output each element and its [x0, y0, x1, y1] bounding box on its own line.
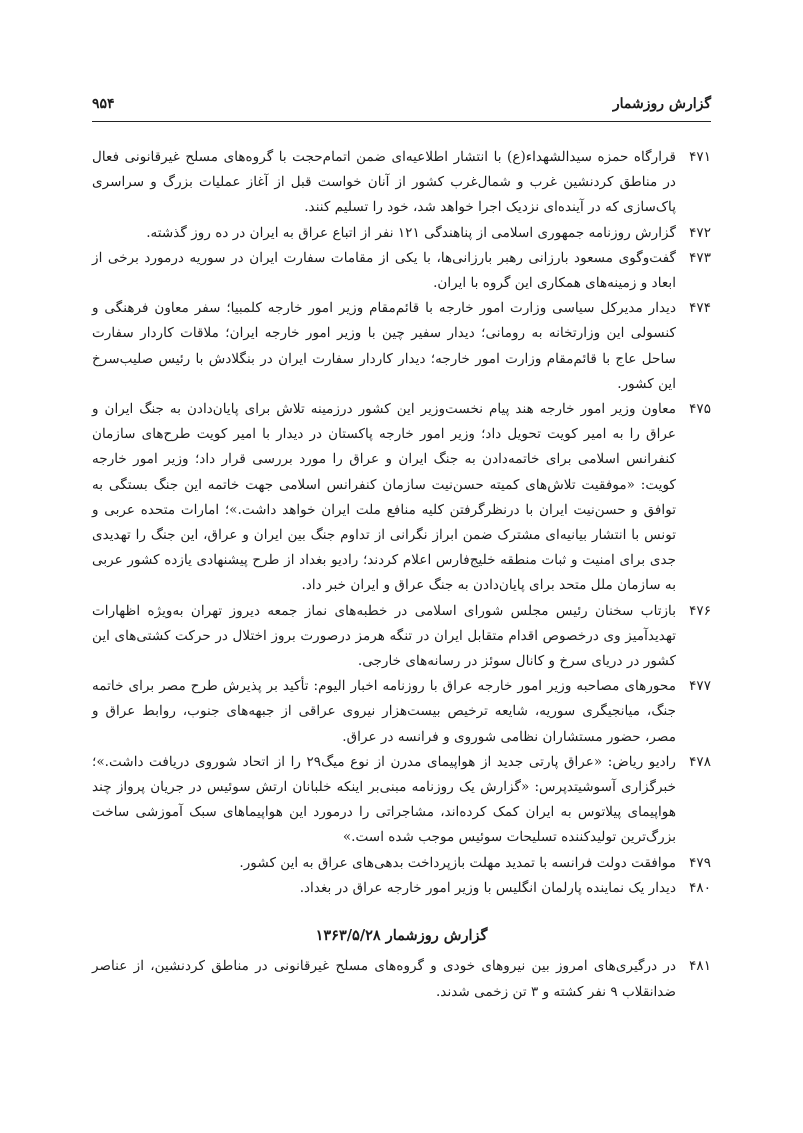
entry-number: ۴۷۹: [689, 854, 711, 871]
running-title: گزارش روزشمار: [612, 96, 711, 112]
document-body: [92, 145, 711, 1005]
entry-list: [92, 145, 711, 901]
entry-text: گزارش روزنامه جمهوری اسلامی از پناهندگی ۱۲۱ نفر از اتباع عراق به ایران در ده روز گذشته.: [146, 224, 676, 241]
entry-number: ۴۷۳: [689, 249, 711, 266]
entry-item: [92, 674, 711, 750]
entry-number: ۴۷۲: [689, 224, 711, 241]
entry-item: [92, 221, 711, 246]
entry-item: [92, 954, 711, 1004]
entry-item: [92, 876, 711, 901]
entry-number: ۴۷۴: [689, 300, 711, 317]
header-rule: [92, 121, 711, 122]
section-title: گزارش روزشمار ۱۳۶۳/۵/۲۸: [315, 927, 488, 945]
entry-item: [92, 145, 711, 221]
entry-text: رادیو ریاض: «عراق پارتی جدید از هواپیمای مدرن از نوع میگ۲۹ را از اتحاد شوروی دریافت داشت.»؛ خبرگزاری آسوشیتدپرس: «گزارش یک روزنامه مبنی‌بر اینکه خلبانان ارتش سوئیس در جریان پرواز چند هواپیمای پیلاتوس به ایران کمک کرده‌اند، مشاجراتی را درمورد این هواپیماهای سبک آموزشی ساخت بزرگ‌ترین تولیدکننده تسلیحات سوئیس موجب شده است.»: [92, 753, 676, 846]
entry-text: دیدار مدیرکل سیاسی وزارت امور خارجه با قائم‌مقام وزیر امور خارجه کلمبیا؛ سفر معاون فرهنگی و کنسولی این وزارتخانه به رومانی؛ دیدار سفیر چین با وزیر امور خارجه ایران؛ ملاقات کاردار سفارت ساحل عاج با قائم‌مقام وزارت امور خارجه؛ دیدار کاردار سفارت ایران در بنگلادش با رئیس صلیب‌سرخ این کشور.: [92, 300, 676, 392]
entry-text: محورهای مصاحبه وزیر امور خارجه عراق با روزنامه اخبار الیوم: تأکید بر پذیرش طرح مصر برای خاتمه جنگ، میانجیگری سوریه، شایعه ترخیص بیست‌هزار نیروی عراقی از جبهه‌های جنوب، روابط عراق و مصر، حضور مستشاران نظامی شوروی و فرانسه در عراق.: [92, 678, 676, 745]
entry-number: ۴۷۸: [689, 753, 711, 770]
entry-text: قرارگاه حمزه سیدالشهداء(ع) با انتشار اطلاعیه‌ای ضمن اتمام‌حجت با گروه‌های مسلح غیرقانونی فعال در مناطق کردنشین غرب و شمال‌غرب کشور از آنان خواست قبل از آغاز عملیات بزرگ و سراسری پاک‌سازی که در آینده‌ای نزدیک اجرا خواهد شد، خود را تسلیم کنند.: [92, 149, 676, 216]
page-number: ۹۵۴: [92, 96, 115, 112]
entry-item: [92, 296, 711, 397]
entry-text: موافقت دولت فرانسه با تمدید مهلت بازپرداخت بدهی‌های عراق به این کشور.: [239, 854, 676, 871]
entry-list-second: [92, 954, 711, 1004]
entry-number: ۴۸۱: [689, 958, 711, 975]
entry-text: بازتاب سخنان رئیس مجلس شورای اسلامی در خطبه‌های نماز جمعه دیروز تهران به‌ویژه اظهارات تهدیدآمیز وی درخصوص اقدام متقابل ایران در تنگه هرمز درصورت بروز اختلال در حرکت کشتی‌های این کشور در دریای سرخ و کانال سوئز در رسانه‌های خارجی.: [92, 602, 676, 670]
entry-number: ۴۸۰: [689, 879, 711, 896]
page-header: [92, 86, 711, 112]
entry-text: در درگیری‌های امروز بین نیروهای خودی و گروه‌های مسلح غیرقانونی در مناطق کردنشین، از عناصر ضدانقلاب ۹ نفر کشته و ۳ تن زخمی شدند.: [92, 958, 676, 1000]
entry-item: [92, 750, 711, 851]
entry-number: ۴۷۶: [689, 602, 711, 619]
entry-text: معاون وزیر امور خارجه هند پیام نخست‌وزیر این کشور درزمینه تلاش برای پایان‌دادن به جنگ ایران و عراق را به امیر کویت تحویل داد؛ وزیر امور خارجه پاکستان در دیدار با امیر کویت طرح‌های سازمان کنفرانس اسلامی برای خاتمه‌دادن به جنگ ایران و عراق را مورد بررسی قرار داد؛ وزیر امور خارجه کویت: «موفقیت تلاش‌های کمیته حسن‌نیت سازمان کنفرانس اسلامی جهت خاتمه این جنگ بستگی به توافق و حسن‌نیت ایران با درنظرگرفتن کلیه منافع ملت ایران خواهد داشت.»؛ امارات متحده عربی و تونس با انتشار بیانیه‌ای مشترک ضمن ابراز نگرانی از تداوم جنگ بین ایران و عراق، این جنگ را تهدیدی جدی برای امنیت و ثبات منطقه خلیج‌فارس اعلام کردند؛ رادیو بغداد از طرح پیشنهادی یازده کشور عربی به سازمان ملل متحد برای پایان‌دادن به جنگ عراق و ایران خبر داد.: [92, 401, 676, 594]
entry-text: گفت‌وگوی مسعود بارزانی رهبر بارزانی‌ها، با یکی از مقامات سفارت ایران در سوریه درمورد برخی از ابعاد و زمینه‌های همکاری این گروه با ایران.: [92, 249, 676, 292]
entry-item: [92, 397, 711, 599]
entry-number: ۴۷۷: [689, 678, 711, 695]
entry-item: [92, 599, 711, 675]
entry-text: دیدار یک نماینده پارلمان انگلیس با وزیر امور خارجه عراق در بغداد.: [299, 879, 676, 896]
entry-item: [92, 246, 711, 296]
entry-item: [92, 851, 711, 876]
entry-number: ۴۷۱: [689, 149, 711, 165]
entry-number: ۴۷۵: [689, 401, 711, 418]
